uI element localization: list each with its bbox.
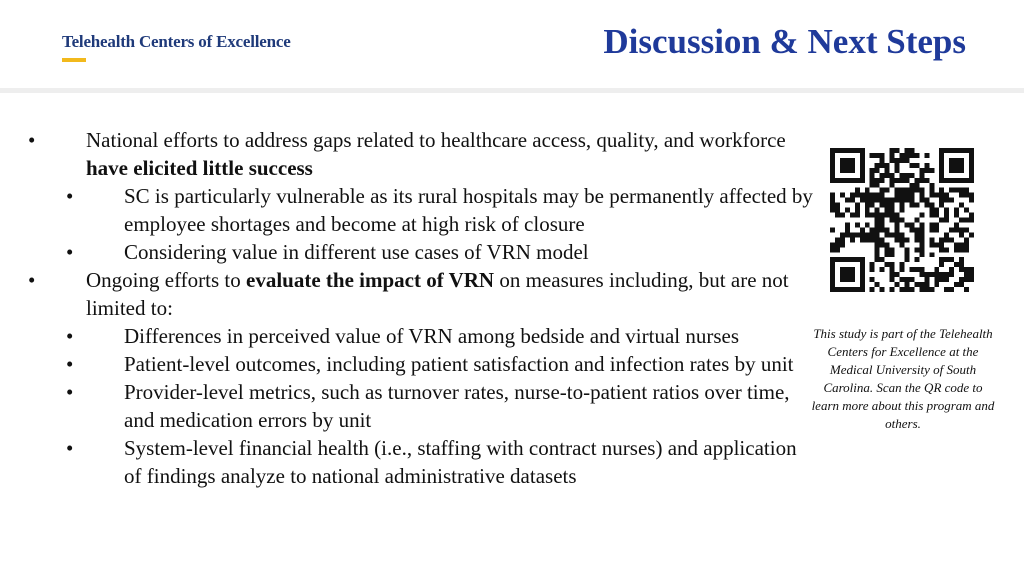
header-divider — [0, 88, 1024, 93]
bullet-text: National efforts to address gaps related to healthcare access, quality, and workforce — [86, 128, 786, 152]
qr-code-icon[interactable] — [830, 148, 974, 292]
logo-accent-bar — [62, 58, 86, 62]
bullet-text: Ongoing efforts to — [86, 268, 247, 292]
sub-bullet-text: System-level financial health (i.e., staffing with contract nurses) and application of findings analyze to national administrative datasets — [124, 436, 797, 488]
org-logo-text: Telehealth Centers of Excellence — [62, 32, 291, 51]
bullet-marker: • — [66, 184, 74, 208]
bullet-marker: • — [66, 324, 74, 348]
sub-bullet-text: SC is particularly vulnerable as its rural hospitals may be permanently affected by employee shortages and become at high risk of closure — [124, 184, 813, 236]
bullet-bold-text: have elicited little success — [86, 156, 313, 180]
bullet-list — [0, 126, 820, 490]
bullet-marker: • — [66, 240, 74, 264]
sub-bullet-text: Differences in perceived value of VRN among bedside and virtual nurses — [124, 324, 740, 348]
sub-bullet-item — [0, 434, 814, 490]
bullet-item-ongoing-efforts — [0, 266, 806, 322]
bullet-text-suffix: on measures including, but are not limited to: — [86, 268, 789, 320]
sub-bullet-text: Provider-level metrics, such as turnover rates, nurse-to-patient ratios over time, and medication errors by unit — [124, 380, 790, 432]
header — [0, 0, 1024, 88]
bullet-marker: • — [28, 128, 36, 152]
bullet-bold-text: evaluate the impact of VRN — [246, 268, 495, 292]
bullet-marker: • — [66, 380, 74, 404]
sub-bullet-item — [0, 238, 814, 266]
sub-bullet-text: Considering value in different use cases of VRN model — [124, 240, 589, 264]
bullet-marker: • — [66, 352, 74, 376]
sub-bullet-item — [0, 350, 814, 378]
sub-bullet-item — [0, 182, 814, 238]
bullet-item-national-efforts — [0, 126, 806, 182]
sub-bullet-item — [0, 378, 814, 434]
bullet-marker: • — [28, 268, 36, 292]
sub-bullet-text: Patient-level outcomes, including patient satisfaction and infection rates by unit — [124, 352, 794, 376]
qr-caption: This study is part of the Telehealth Centers for Excellence at the Medical University of South Carolina. Scan the QR code to learn more about this program and others. — [811, 326, 995, 431]
bullet-marker: • — [66, 436, 74, 460]
sub-bullet-item — [0, 322, 814, 350]
page-title: Discussion & Next Steps — [603, 22, 966, 61]
